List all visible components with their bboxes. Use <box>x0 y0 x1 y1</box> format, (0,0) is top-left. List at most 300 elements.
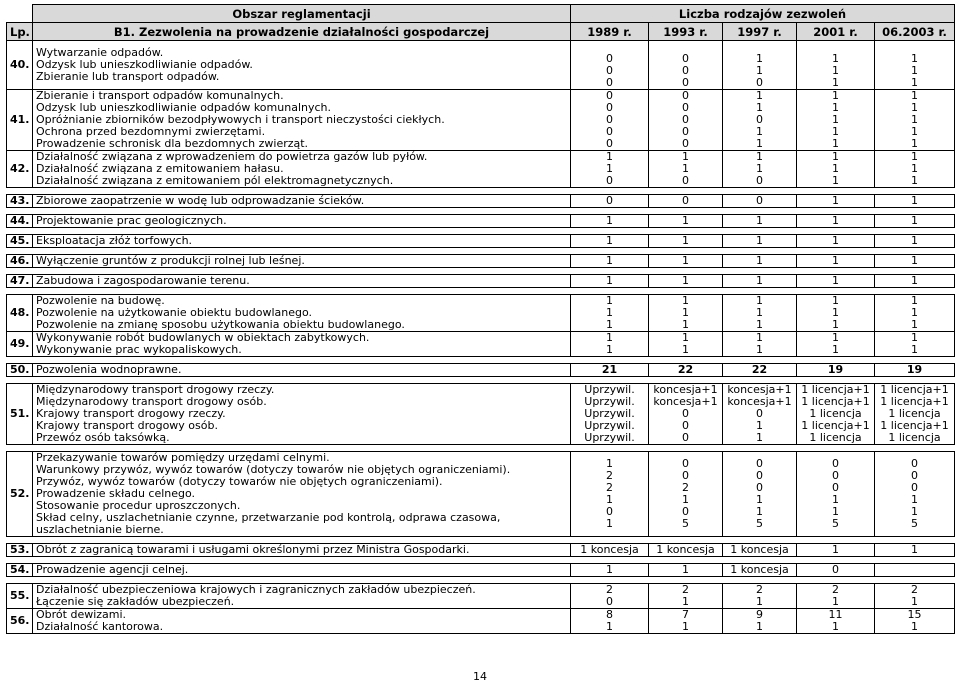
value-cell <box>649 384 723 445</box>
value-line: 1 <box>832 113 839 126</box>
value-line: 1 koncesja <box>730 563 789 576</box>
value-cell <box>649 544 723 557</box>
value-cell <box>723 564 797 577</box>
value-line: 1 <box>911 493 918 506</box>
description-line: Stosowanie procedur uproszczonych. <box>36 499 241 512</box>
value-line: 0 <box>606 52 613 65</box>
value-line: 1 <box>682 563 689 576</box>
value-line: 0 <box>756 481 763 494</box>
value-cell <box>797 235 875 248</box>
value-line: 0 <box>606 113 613 126</box>
value-line: 1 licencja+1 <box>880 383 949 396</box>
row-number: 47. <box>7 275 33 288</box>
value-line: 0 <box>756 76 763 89</box>
value-line: 1 <box>756 125 763 138</box>
value-cell <box>875 215 955 228</box>
row-description <box>33 195 571 208</box>
value-cell <box>875 564 955 577</box>
value-cell <box>723 384 797 445</box>
value-line: 1 <box>756 505 763 518</box>
table-row <box>7 332 955 357</box>
description-line: Pozwolenie na zmianę sposobu użytkowania obiektu budowlanego. <box>36 318 405 331</box>
description-line: Prowadzenie agencji celnej. <box>36 563 189 576</box>
value-cell <box>875 255 955 268</box>
header-title: B1. Zezwolenia na prowadzenie działalności gospodarczej <box>33 23 571 41</box>
value-cell <box>723 609 797 634</box>
value-cell <box>571 195 649 208</box>
row-description <box>33 275 571 288</box>
header-year-1997: 1997 r. <box>723 23 797 41</box>
value-cell <box>797 332 875 357</box>
value-cell <box>797 564 875 577</box>
value-line: 0 <box>832 563 839 576</box>
header-year-1993: 1993 r. <box>649 23 723 41</box>
value-cell <box>649 255 723 268</box>
value-cell <box>571 564 649 577</box>
value-line: 0 <box>682 52 689 65</box>
value-line: 2 <box>832 583 839 596</box>
description-line: Ochrona przed bezdomnymi zwierzętami. <box>36 125 266 138</box>
value-cell <box>797 41 875 90</box>
value-cell <box>571 384 649 445</box>
value-line: 0 <box>911 469 918 482</box>
value-line: 0 <box>606 505 613 518</box>
value-line <box>878 564 951 576</box>
value-line: 1 <box>756 234 763 247</box>
row-spacer-cell <box>7 248 955 255</box>
value-line: 5 <box>682 517 689 530</box>
value-line: 1 <box>832 620 839 633</box>
value-line: 1 <box>832 76 839 89</box>
value-cell <box>723 90 797 151</box>
value-line: 0 <box>832 457 839 470</box>
row-spacer-cell <box>7 577 955 584</box>
value-line: 1 <box>911 294 918 307</box>
value-line: 2 <box>682 481 689 494</box>
value-line: 1 <box>682 234 689 247</box>
value-line: 1 <box>606 254 613 267</box>
header-area: Obszar reglamentacji <box>33 5 571 23</box>
row-spacer-cell <box>7 208 955 215</box>
value-line: 1 <box>911 150 918 163</box>
row-number: 45. <box>7 235 33 248</box>
value-cell <box>723 41 797 90</box>
value-cell <box>797 195 875 208</box>
value-cell <box>875 235 955 248</box>
row-description <box>33 364 571 377</box>
value-line: 1 <box>911 274 918 287</box>
value-line: 2 <box>606 481 613 494</box>
value-cell <box>571 151 649 188</box>
value-line: 1 <box>606 150 613 163</box>
value-line: 0 <box>606 101 613 114</box>
value-cell <box>571 255 649 268</box>
value-line: 0 <box>682 431 689 444</box>
value-cell <box>571 584 649 609</box>
value-line: 1 <box>756 620 763 633</box>
value-line: 1 licencja <box>888 431 941 444</box>
row-spacer-cell <box>7 268 955 275</box>
value-line: 1 <box>756 595 763 608</box>
value-line: 1 <box>756 431 763 444</box>
value-cell <box>571 41 649 90</box>
value-line: 2 <box>756 583 763 596</box>
table-row <box>7 609 955 634</box>
row-number: 53. <box>7 544 33 557</box>
value-cell <box>571 544 649 557</box>
value-line: 11 <box>828 608 843 621</box>
row-number: 48. <box>7 295 33 332</box>
value-line: 1 <box>832 194 839 207</box>
value-line: 1 <box>756 254 763 267</box>
value-line: 1 <box>832 274 839 287</box>
value-line: 1 <box>606 620 613 633</box>
value-line: 1 <box>606 162 613 175</box>
value-cell <box>571 295 649 332</box>
value-line: 2 <box>911 583 918 596</box>
row-description <box>33 151 571 188</box>
value-line: 1 <box>911 331 918 344</box>
regulation-table <box>6 4 955 634</box>
description-line: Krajowy transport drogowy osób. <box>36 419 218 432</box>
value-cell <box>649 151 723 188</box>
value-line: 1 <box>911 137 918 150</box>
value-line: 1 <box>911 194 918 207</box>
table-row <box>7 255 955 268</box>
value-cell <box>797 151 875 188</box>
value-cell <box>723 215 797 228</box>
value-cell <box>875 41 955 90</box>
value-cell <box>797 215 875 228</box>
value-line: 1 koncesja <box>656 543 715 556</box>
value-line: 1 licencja+1 <box>880 419 949 432</box>
value-line: 0 <box>682 457 689 470</box>
value-line: 1 <box>756 162 763 175</box>
description-line: Odzysk lub unieszkodliwianie odpadów. <box>36 58 253 71</box>
value-line: 1 <box>756 306 763 319</box>
value-line: 1 <box>606 306 613 319</box>
value-line: 0 <box>756 113 763 126</box>
table-row <box>7 295 955 332</box>
row-number: 51. <box>7 384 33 445</box>
value-line: 1 <box>756 419 763 432</box>
value-cell <box>797 255 875 268</box>
value-line: 1 <box>682 595 689 608</box>
row-number: 49. <box>7 332 33 357</box>
description-line: Działalność związana z wprowadzeniem do powietrza gazów lub pyłów. <box>36 150 428 163</box>
value-line: 1 <box>911 76 918 89</box>
description-line: Obrót dewizami. <box>36 608 127 621</box>
table-row <box>7 90 955 151</box>
value-cell <box>571 215 649 228</box>
value-cell <box>571 609 649 634</box>
value-line: 1 <box>606 318 613 331</box>
value-line: 1 <box>606 457 613 470</box>
value-line: 1 <box>606 234 613 247</box>
value-line: 1 <box>832 318 839 331</box>
value-cell <box>649 195 723 208</box>
value-line: 1 <box>911 318 918 331</box>
value-line: 1 <box>606 493 613 506</box>
value-line: 1 <box>832 150 839 163</box>
value-line: 0 <box>682 194 689 207</box>
value-line: 15 <box>907 608 922 621</box>
value-cell <box>797 544 875 557</box>
value-cell <box>571 90 649 151</box>
value-line: 0 <box>682 101 689 114</box>
value-line: 1 <box>682 331 689 344</box>
description-line: Przywóz, wywóz towarów (dotyczy towarów nie objętych ograniczeniami). <box>36 475 443 488</box>
value-cell <box>723 452 797 537</box>
value-cell <box>875 332 955 357</box>
value-cell <box>649 564 723 577</box>
row-spacer-cell <box>7 188 955 195</box>
value-line: 0 <box>682 137 689 150</box>
row-spacer-cell <box>7 557 955 564</box>
value-line: 0 <box>682 407 689 420</box>
value-line: 19 <box>906 363 923 376</box>
row-spacer <box>7 557 955 564</box>
value-line: 1 koncesja <box>580 543 639 556</box>
value-line: 1 <box>682 162 689 175</box>
value-line: 1 <box>911 174 918 187</box>
value-line: 0 <box>756 194 763 207</box>
value-line: Uprzywil. <box>584 383 635 396</box>
value-line: 22 <box>677 363 694 376</box>
value-cell <box>797 584 875 609</box>
value-cell <box>875 544 955 557</box>
row-description <box>33 384 571 445</box>
value-line: 1 <box>832 214 839 227</box>
value-line: 2 <box>606 583 613 596</box>
value-line: 1 <box>911 64 918 77</box>
row-spacer-cell <box>7 537 955 544</box>
description-line: Krajowy transport drogowy rzeczy. <box>36 407 226 420</box>
value-cell <box>571 364 649 377</box>
description-line: Wytwarzanie odpadów. <box>36 46 164 59</box>
row-spacer <box>7 377 955 384</box>
value-cell <box>723 255 797 268</box>
value-line: koncesja+1 <box>727 383 792 396</box>
value-line: 1 <box>911 113 918 126</box>
value-line: 2 <box>606 469 613 482</box>
description-line: Zbieranie lub transport odpadów. <box>36 70 220 83</box>
value-line: 1 <box>756 493 763 506</box>
value-cell <box>875 295 955 332</box>
description-line: Eksploatacja złóż torfowych. <box>36 234 193 247</box>
value-line: 1 <box>756 214 763 227</box>
value-line: 5 <box>911 517 918 530</box>
row-spacer <box>7 248 955 255</box>
value-line: 1 <box>832 505 839 518</box>
value-line: 1 <box>756 294 763 307</box>
value-line: 1 <box>911 254 918 267</box>
row-number: 52. <box>7 452 33 537</box>
value-line: 0 <box>606 137 613 150</box>
value-line: 0 <box>606 595 613 608</box>
value-line: 1 <box>682 343 689 356</box>
row-number: 40. <box>7 41 33 90</box>
value-line: 1 <box>832 174 839 187</box>
value-line: 0 <box>606 174 613 187</box>
value-cell <box>797 452 875 537</box>
header-count: Liczba rodzajów zezwoleń <box>571 5 955 23</box>
value-cell <box>649 41 723 90</box>
value-line: 0 <box>756 469 763 482</box>
row-number: 55. <box>7 584 33 609</box>
value-cell <box>649 452 723 537</box>
table-row <box>7 564 955 577</box>
value-cell <box>875 609 955 634</box>
value-line: 1 <box>682 274 689 287</box>
value-cell <box>723 195 797 208</box>
value-cell <box>723 544 797 557</box>
row-description <box>33 544 571 557</box>
value-line: koncesja+1 <box>653 383 718 396</box>
value-line: 0 <box>682 64 689 77</box>
description-line: Odzysk lub unieszkodliwianie odpadów komunalnych. <box>36 101 331 114</box>
row-spacer-cell <box>7 228 955 235</box>
value-line: Uprzywil. <box>584 407 635 420</box>
row-description <box>33 584 571 609</box>
description-line: Działalność kantorowa. <box>36 620 164 633</box>
value-line: 1 <box>682 254 689 267</box>
description-line: Przekazywanie towarów pomiędzy urzędami celnymi. <box>36 451 330 464</box>
value-line: 0 <box>682 89 689 102</box>
value-line: 1 <box>756 331 763 344</box>
value-line: 1 <box>832 234 839 247</box>
value-line: 1 <box>682 306 689 319</box>
value-cell <box>875 584 955 609</box>
table-row <box>7 41 955 90</box>
description-line: Zbiorowe zaopatrzenie w wodę lub odprowadzanie ścieków. <box>36 194 365 207</box>
value-cell <box>723 275 797 288</box>
value-cell <box>875 151 955 188</box>
value-line: 0 <box>682 419 689 432</box>
value-cell <box>649 275 723 288</box>
value-line: 22 <box>751 363 768 376</box>
value-line: 1 <box>832 306 839 319</box>
value-line: 0 <box>832 481 839 494</box>
value-line: 0 <box>606 64 613 77</box>
value-line: 1 <box>756 137 763 150</box>
value-cell <box>875 195 955 208</box>
value-line: koncesja+1 <box>727 395 792 408</box>
table-row <box>7 544 955 557</box>
table-row <box>7 584 955 609</box>
value-line: Uprzywil. <box>584 419 635 432</box>
value-line: 1 <box>756 101 763 114</box>
value-cell <box>649 584 723 609</box>
description-line: Wykonywanie robót budowlanych w obiektach zabytkowych. <box>36 331 370 344</box>
value-line: 9 <box>756 608 763 621</box>
value-line: 1 <box>911 343 918 356</box>
value-line: 1 <box>832 294 839 307</box>
header-lp: Lp. <box>7 23 33 41</box>
description-line: Projektowanie prac geologicznych. <box>36 214 227 227</box>
row-description <box>33 255 571 268</box>
value-cell <box>875 384 955 445</box>
value-cell <box>797 275 875 288</box>
value-line: 1 <box>832 89 839 102</box>
value-line: 1 <box>832 493 839 506</box>
row-spacer-cell <box>7 377 955 384</box>
value-line: 1 <box>756 274 763 287</box>
row-number: 42. <box>7 151 33 188</box>
value-line: 1 <box>911 505 918 518</box>
value-line: 1 <box>606 331 613 344</box>
value-line: 1 <box>911 125 918 138</box>
value-cell <box>723 235 797 248</box>
row-number: 44. <box>7 215 33 228</box>
value-cell <box>649 364 723 377</box>
row-spacer <box>7 357 955 364</box>
description-line: Pozwolenie na użytkowanie obiektu budowlanego. <box>36 306 313 319</box>
value-line: 0 <box>682 505 689 518</box>
row-number: 43. <box>7 195 33 208</box>
row-spacer <box>7 577 955 584</box>
description-line: Prowadzenie składu celnego. <box>36 487 196 500</box>
row-number: 46. <box>7 255 33 268</box>
row-number: 50. <box>7 364 33 377</box>
row-spacer <box>7 268 955 275</box>
header-year-2001: 2001 r. <box>797 23 875 41</box>
value-line: 1 <box>606 214 613 227</box>
value-cell <box>649 609 723 634</box>
value-cell <box>797 364 875 377</box>
description-line: Łączenie się zakładów ubezpieczeń. <box>36 595 235 608</box>
value-line: 1 <box>832 162 839 175</box>
row-description <box>33 90 571 151</box>
value-cell <box>797 609 875 634</box>
value-line: 1 <box>911 89 918 102</box>
description-line: Międzynarodowy transport drogowy osób. <box>36 395 267 408</box>
value-line: 1 <box>682 318 689 331</box>
row-spacer <box>7 537 955 544</box>
row-description <box>33 609 571 634</box>
value-line: 1 <box>606 294 613 307</box>
value-line: 8 <box>606 608 613 621</box>
value-cell <box>649 90 723 151</box>
value-line: 1 <box>832 543 839 556</box>
table-row <box>7 452 955 537</box>
row-number: 41. <box>7 90 33 151</box>
value-line: 1 <box>911 234 918 247</box>
value-line: 1 <box>911 595 918 608</box>
row-spacer-cell <box>7 288 955 295</box>
value-line: 1 <box>756 64 763 77</box>
value-cell <box>875 452 955 537</box>
row-spacer-cell <box>7 445 955 452</box>
value-line: 1 <box>911 620 918 633</box>
description-line: Pozwolenie na budowę. <box>36 294 165 307</box>
description-line: Pozwolenia wodnoprawne. <box>36 363 182 376</box>
value-line: 1 <box>832 125 839 138</box>
row-description <box>33 235 571 248</box>
table-row <box>7 384 955 445</box>
value-line: 0 <box>682 113 689 126</box>
value-line: 21 <box>601 363 618 376</box>
value-cell <box>875 364 955 377</box>
value-line: 1 <box>832 343 839 356</box>
value-line: 1 <box>756 52 763 65</box>
row-spacer <box>7 228 955 235</box>
value-line: 1 <box>682 294 689 307</box>
value-line: 2 <box>682 583 689 596</box>
table-row <box>7 195 955 208</box>
value-line: 1 koncesja <box>730 543 789 556</box>
value-cell <box>649 332 723 357</box>
